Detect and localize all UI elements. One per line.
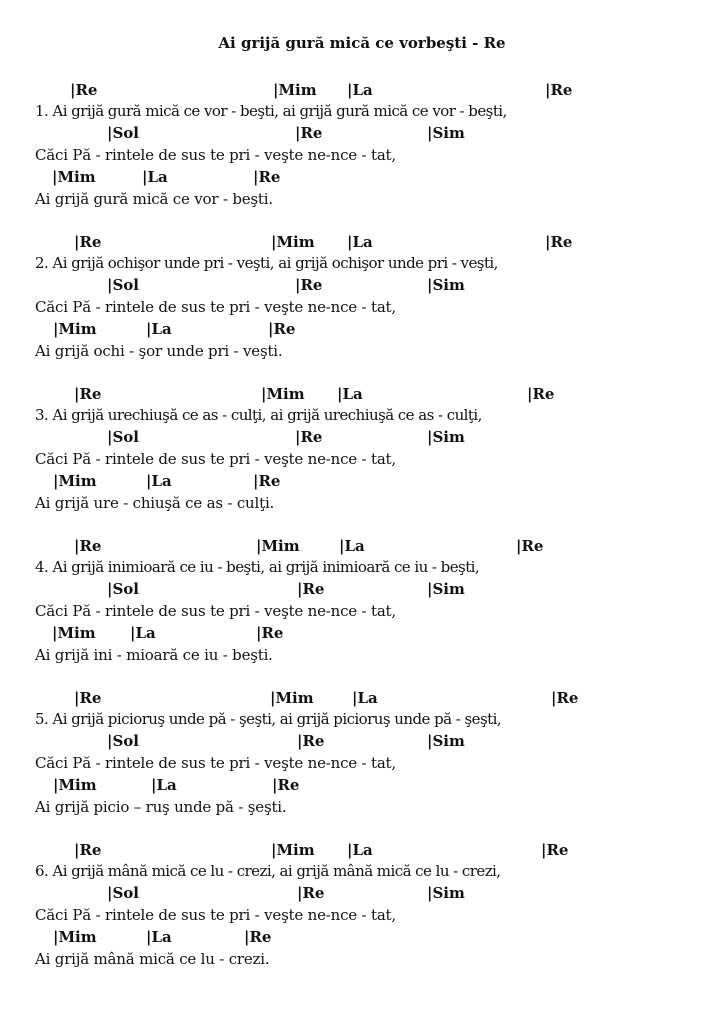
lyric-line: 5. Ai grijă picioruş unde pă - şeşti, ai grijă picioruş unde pă - şeşti,	[35, 710, 502, 728]
song-title: Ai grijă gură mică ce vorbeşti - Re	[218, 34, 506, 52]
chord: |La	[146, 320, 172, 338]
chord: |La	[146, 928, 172, 946]
lyric-line: Ai grijă picio – ruş unde pă - şeşti.	[35, 798, 287, 816]
chord: |La	[347, 81, 373, 99]
lyric-line: Căci Pă - rintele de sus te pri - veşte ne-nce - tat,	[35, 754, 396, 772]
chord: |Re	[253, 472, 281, 490]
chord: |Re	[295, 276, 323, 294]
chord: |La	[352, 689, 378, 707]
chord: |Re	[70, 81, 98, 99]
chord: |Re	[244, 928, 272, 946]
lyric-line: Ai grijă gură mică ce vor - beşti.	[35, 190, 273, 208]
lyric-line: 1. Ai grijă gură mică ce vor - beşti, ai grijă gură mică ce vor - beşti,	[35, 102, 507, 120]
lyric-line: 6. Ai grijă mână mică ce lu - crezi, ai grijă mână mică ce lu - crezi,	[35, 862, 501, 880]
chord: |Sim	[427, 428, 465, 446]
chord: |Re	[295, 428, 323, 446]
chord: |Sol	[107, 276, 139, 294]
chord: |Re	[551, 689, 579, 707]
chord: |Sol	[107, 124, 139, 142]
chord: |Mim	[53, 320, 97, 338]
chord: |Re	[74, 841, 102, 859]
chord: |Re	[253, 168, 281, 186]
lyric-line: 2. Ai grijă ochişor unde pri - veşti, ai grijă ochişor unde pri - veşti,	[35, 254, 498, 272]
lyric-line: Căci Pă - rintele de sus te pri - veşte ne-nce - tat,	[35, 146, 396, 164]
chord: |La	[130, 624, 156, 642]
chord: |Re	[268, 320, 296, 338]
chord: |Mim	[273, 81, 317, 99]
chord: |Mim	[271, 233, 315, 251]
chord: |Sim	[427, 884, 465, 902]
chord: |Sim	[427, 580, 465, 598]
chord: |La	[339, 537, 365, 555]
chord: |Sim	[427, 124, 465, 142]
lyric-line: Căci Pă - rintele de sus te pri - veşte ne-nce - tat,	[35, 602, 396, 620]
chord: |Sol	[107, 428, 139, 446]
lyric-line: Căci Pă - rintele de sus te pri - veşte ne-nce - tat,	[35, 906, 396, 924]
chord: |Re	[516, 537, 544, 555]
lyric-line: Căci Pă - rintele de sus te pri - veşte ne-nce - tat,	[35, 298, 396, 316]
chord: |La	[142, 168, 168, 186]
chord: |Re	[256, 624, 284, 642]
chord: |Mim	[271, 841, 315, 859]
chord: |Re	[74, 385, 102, 403]
lyric-line: Ai grijă ochi - şor unde pri - veşti.	[35, 342, 283, 360]
chord: |Mim	[53, 776, 97, 794]
chord: |Re	[541, 841, 569, 859]
chord: |Re	[545, 233, 573, 251]
chord: |La	[146, 472, 172, 490]
chord: |Re	[545, 81, 573, 99]
chord: |Sim	[427, 732, 465, 750]
lyric-line: Căci Pă - rintele de sus te pri - veşte ne-nce - tat,	[35, 450, 396, 468]
chord: |Re	[297, 884, 325, 902]
chord: |Mim	[270, 689, 314, 707]
chord: |Re	[295, 124, 323, 142]
lyric-line: Ai grijă ure - chiuşă ce as - culţi.	[35, 494, 275, 512]
chord: |Sim	[427, 276, 465, 294]
chord: |Re	[74, 689, 102, 707]
chord: |Mim	[256, 537, 300, 555]
chord: |Re	[297, 732, 325, 750]
chord: |Mim	[53, 472, 97, 490]
lyric-line: Ai grijă mână mică ce lu - crezi.	[35, 950, 270, 968]
chord: |La	[337, 385, 363, 403]
chord: |Mim	[52, 168, 96, 186]
chord: |Re	[272, 776, 300, 794]
lyric-line: 3. Ai grijă urechiuşă ce as - culţi, ai grijă urechiuşă ce as - culţi,	[35, 406, 482, 424]
chord: |Re	[74, 233, 102, 251]
chord: |Sol	[107, 580, 139, 598]
chord: |Mim	[261, 385, 305, 403]
lyric-line: Ai grijă ini - mioară ce iu - beşti.	[35, 646, 273, 664]
chord: |La	[347, 841, 373, 859]
chord: |Sol	[107, 732, 139, 750]
chord: |Re	[74, 537, 102, 555]
lyric-line: 4. Ai grijă inimioară ce iu - beşti, ai grijă inimioară ce iu - beşti,	[35, 558, 480, 576]
chord: |Mim	[52, 624, 96, 642]
chord: |Re	[527, 385, 555, 403]
chord: |La	[347, 233, 373, 251]
chord: |Mim	[53, 928, 97, 946]
chord: |Re	[297, 580, 325, 598]
chord: |La	[151, 776, 177, 794]
chord: |Sol	[107, 884, 139, 902]
